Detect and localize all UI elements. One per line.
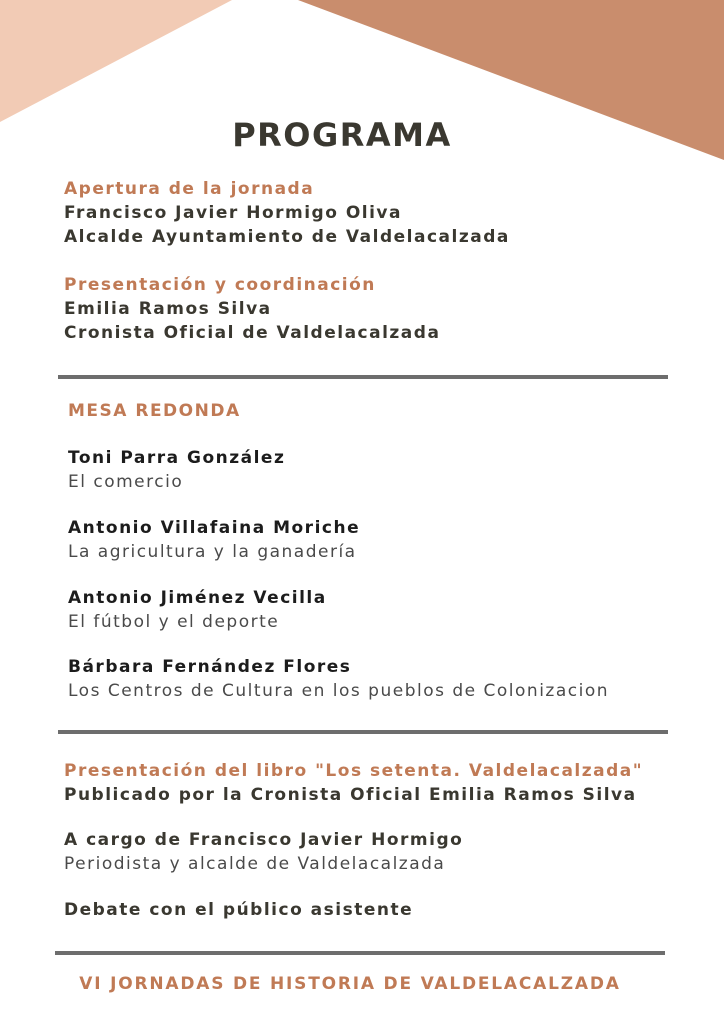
apertura-role: Alcalde Ayuntamiento de Valdelacalzada (64, 227, 510, 247)
speaker-item (68, 446, 285, 494)
divider (58, 730, 668, 734)
speaker-name: Antonio Villafaina Moriche (68, 518, 361, 538)
speaker-item (68, 655, 609, 703)
speaker-topic: El fútbol y el deporte (68, 612, 280, 632)
libro-presenter-block (64, 828, 463, 876)
presentacion-section (64, 273, 440, 345)
libro-heading: Presentación del libro "Los setenta. Valdelacalzada" (64, 761, 644, 781)
libro-presenter: A cargo de Francisco Javier Hormigo (64, 830, 464, 850)
speaker-name: Antonio Jiménez Vecilla (68, 588, 327, 608)
libro-subtitle: Publicado por la Cronista Oficial Emilia Ramos Silva (64, 785, 637, 805)
presentacion-name: Emilia Ramos Silva (64, 299, 272, 319)
mesa-heading-block (68, 399, 241, 423)
apertura-section (64, 177, 510, 249)
debate-text: Debate con el público asistente (64, 900, 414, 920)
speaker-topic: Los Centros de Cultura en los pueblos de Colonizacion (68, 681, 610, 701)
debate-block (64, 898, 413, 922)
libro-section (64, 759, 643, 807)
speaker-item (68, 516, 360, 564)
presentacion-role: Cronista Oficial de Valdelacalzada (64, 323, 441, 343)
apertura-heading: Apertura de la jornada (64, 179, 315, 199)
speaker-topic: La agricultura y la ganadería (68, 542, 357, 562)
footer-title: VI JORNADAS DE HISTORIA DE VALDELACALZADA (79, 974, 621, 994)
apertura-name: Francisco Javier Hormigo Oliva (64, 203, 402, 223)
divider (55, 951, 665, 955)
page-title: PROGRAMA (232, 116, 452, 154)
presentacion-heading: Presentación y coordinación (64, 275, 376, 295)
mesa-heading: MESA REDONDA (68, 401, 241, 421)
speaker-name: Toni Parra González (68, 448, 286, 468)
light-triangle (0, 0, 232, 122)
libro-presenter-role: Periodista y alcalde de Valdelacalzada (64, 854, 446, 874)
divider (58, 375, 668, 379)
speaker-item (68, 586, 327, 634)
speaker-name: Bárbara Fernández Flores (68, 657, 352, 677)
speaker-topic: El comercio (68, 472, 184, 492)
